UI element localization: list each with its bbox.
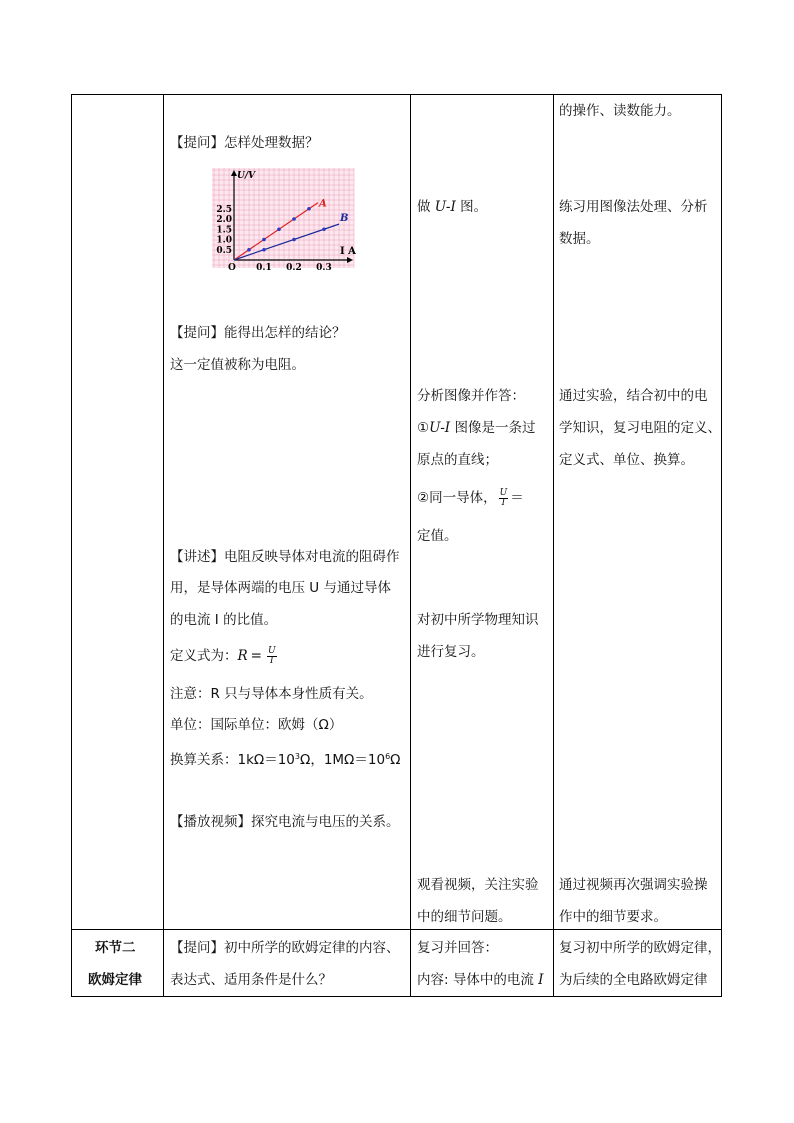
answer-part: I xyxy=(538,972,544,988)
formula-fraction xyxy=(267,647,277,666)
conversion-part: Ω xyxy=(390,752,401,768)
goal-text: 通过视频再次强调实验操 xyxy=(559,877,708,893)
fraction-denominator: I xyxy=(501,497,506,508)
answer-part: 做 xyxy=(417,199,435,215)
y-tick-label: 0.5 xyxy=(216,245,232,256)
y-tick-label: 2.5 xyxy=(216,204,232,215)
fraction-numerator: U xyxy=(267,645,276,656)
lesson-table xyxy=(71,94,722,997)
chart-background xyxy=(212,168,354,268)
definition-formula xyxy=(170,646,279,666)
question-text: 【提问】怎样处理数据？ xyxy=(170,135,319,151)
answer-part: U-I xyxy=(434,199,456,215)
y-tick-label: 1.5 xyxy=(216,225,232,236)
exponent: 6 xyxy=(385,752,391,761)
answer-part: 图像是一条过 xyxy=(450,420,536,436)
data-point-B xyxy=(322,227,326,231)
answer-part: U-I xyxy=(429,420,451,436)
column-divider xyxy=(553,95,554,996)
section-label: 环节二 xyxy=(95,940,136,956)
y-tick-label: 2.0 xyxy=(216,215,232,225)
answer-text xyxy=(417,970,543,990)
goal-text: 学知识，复习电阻的定义、 xyxy=(559,420,721,436)
u-i-chart xyxy=(210,166,356,272)
conversion-part: 换算关系：1kΩ＝10 xyxy=(170,752,295,768)
column-divider xyxy=(410,95,411,996)
lecture-text: 的电流 I 的比值。 xyxy=(170,612,278,628)
answer-part: ① xyxy=(417,420,430,436)
fraction-numerator: U xyxy=(499,487,508,498)
goal-text: 定义式、单位、换算。 xyxy=(559,452,694,468)
goal-text: 通过实验，结合初中的电 xyxy=(559,388,708,404)
data-point-A xyxy=(277,227,281,231)
x-tick-label: 0.3 xyxy=(316,263,332,272)
lecture-text: 用，是导体两端的电压 U 与通过导体 xyxy=(170,580,391,596)
question-text: 【提问】初中所学的欧姆定律的内容、 xyxy=(170,940,400,956)
formula-R: R xyxy=(237,648,248,664)
lecture-text: 【讲述】电阻反映导体对电流的阻碍作 xyxy=(170,549,400,565)
answer-text: 分析图像并作答： xyxy=(417,388,525,404)
answer-part: 图。 xyxy=(455,199,488,215)
data-point-A xyxy=(262,238,266,242)
x-tick-label: 0.1 xyxy=(256,263,272,272)
data-point-B xyxy=(262,248,266,252)
answer-fraction xyxy=(499,489,509,508)
data-point-A xyxy=(247,248,251,252)
x-axis-label: I A xyxy=(340,246,356,257)
series-label-B: B xyxy=(340,213,349,225)
video-text: 【播放视频】探究电流与电压的关系。 xyxy=(170,814,400,830)
answer-part: ＝ xyxy=(510,490,524,506)
body-text: 这一定值被称为电阻。 xyxy=(170,357,305,373)
data-point-A xyxy=(292,217,296,221)
goal-text: 为后续的全电路欧姆定律 xyxy=(559,972,708,988)
answer-part: ②同一导体， xyxy=(417,490,497,506)
conversion-part: Ω，1MΩ＝10 xyxy=(300,752,386,768)
answer-part: 内容: 导体中的电流 xyxy=(417,972,539,988)
formula-equals: = xyxy=(250,648,262,664)
answer-text: 定值。 xyxy=(417,528,458,544)
goal-text: 复习初中所学的欧姆定律， xyxy=(559,940,721,956)
note-text: 注意：R 只与导体本身性质有关。 xyxy=(170,686,373,702)
answer-text xyxy=(417,488,524,508)
answer-text xyxy=(417,418,535,438)
y-tick-label: 1.0 xyxy=(216,235,232,246)
answer-text: 原点的直线； xyxy=(417,452,498,468)
formula-prefix: 定义式为： xyxy=(170,648,238,664)
section-label: 欧姆定律 xyxy=(88,972,142,988)
answer-text: 复习并回答： xyxy=(417,940,498,956)
fraction-denominator: I xyxy=(270,655,274,666)
series-label-A: A xyxy=(319,198,327,210)
answer-text: 观看视频，关注实验 xyxy=(417,877,539,893)
unit-text: 单位：国际单位：欧姆（Ω） xyxy=(170,717,343,733)
answer-text: 进行复习。 xyxy=(417,644,485,660)
goal-text: 的操作、读数能力。 xyxy=(559,103,681,119)
goal-text: 数据。 xyxy=(559,231,600,247)
question-text: 【提问】能得出怎样的结论？ xyxy=(170,325,346,341)
row-divider xyxy=(72,929,721,930)
origin-label: O xyxy=(228,263,236,272)
exponent: 3 xyxy=(294,752,300,761)
question-text: 表达式、适用条件是什么？ xyxy=(170,972,332,988)
answer-text xyxy=(417,197,487,217)
data-point-A xyxy=(307,207,311,211)
answer-text: 中的细节问题。 xyxy=(417,909,512,925)
column-divider xyxy=(163,95,164,996)
answer-text: 对初中所学物理知识 xyxy=(417,612,539,628)
conversion-text xyxy=(170,747,400,770)
goal-text: 练习用图像法处理、分析 xyxy=(559,199,708,215)
goal-text: 作中的细节要求。 xyxy=(559,909,667,925)
y-axis-label: U/V xyxy=(237,171,256,181)
x-tick-label: 0.2 xyxy=(286,263,302,272)
data-point-B xyxy=(292,238,296,242)
